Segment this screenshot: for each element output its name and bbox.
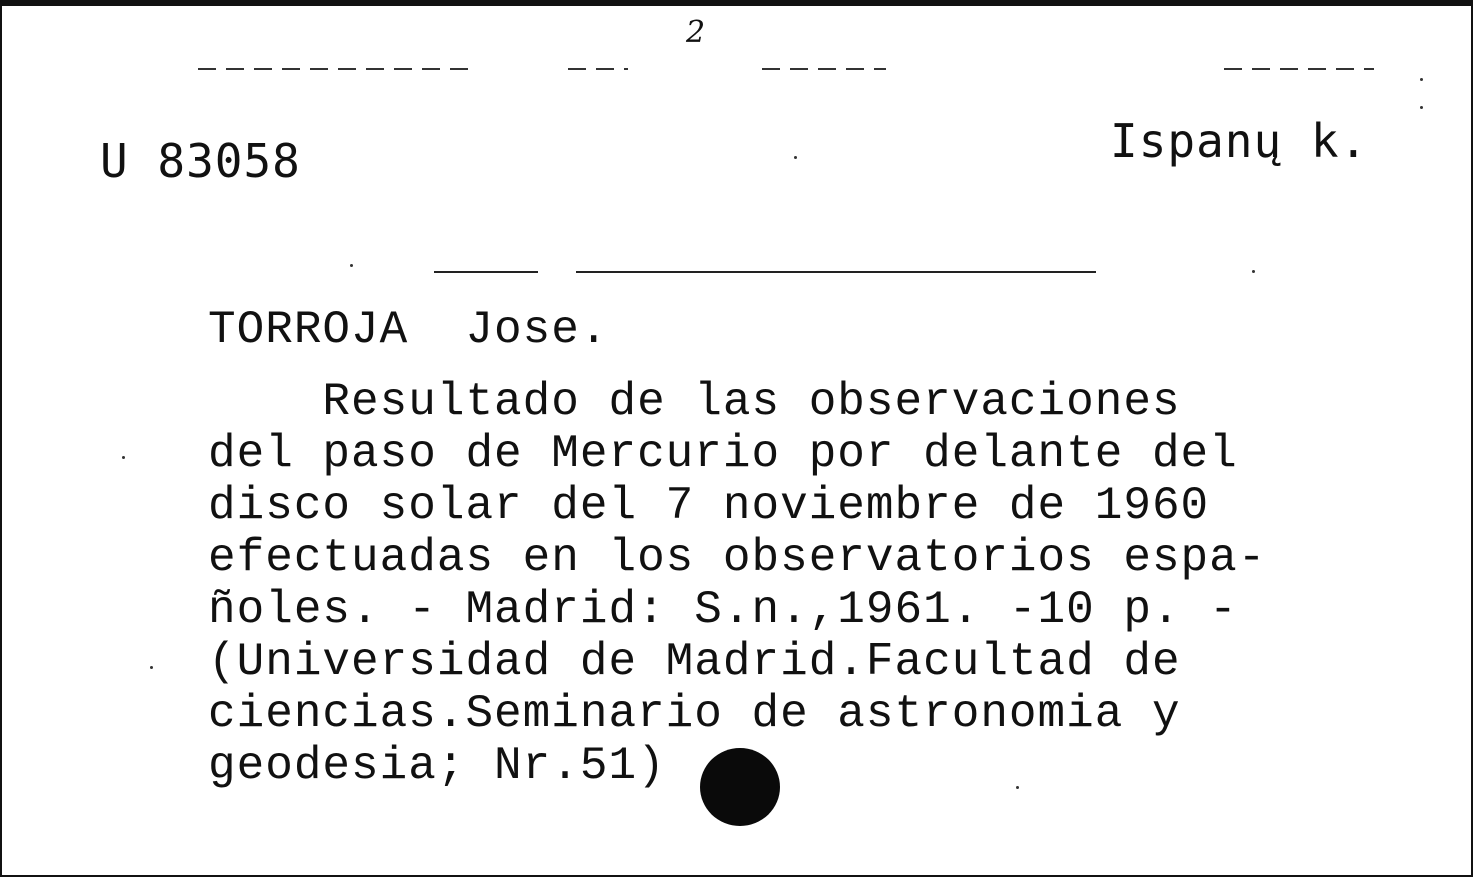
description-line: ciencias.Seminario de astronomia y	[208, 688, 1181, 740]
description-line: ñoles. - Madrid: S.n.,1961. -10 p. -	[208, 584, 1238, 636]
faint-ruled-line-mid	[568, 68, 628, 70]
faint-ruled-line-left	[198, 68, 468, 70]
separator-line-main	[576, 271, 1096, 273]
ink-speck	[1016, 786, 1019, 789]
description-line: efectuadas en los observatorios espa-	[208, 532, 1267, 584]
author-heading: TORROJA Jose.	[208, 304, 609, 356]
ink-speck	[1420, 78, 1423, 81]
ink-speck	[1420, 106, 1423, 109]
ink-speck	[1252, 270, 1255, 273]
faint-ruled-line-center	[762, 68, 886, 70]
call-number: U 83058	[100, 134, 301, 188]
faint-ruled-line-right	[1224, 68, 1374, 70]
ink-speck	[122, 456, 125, 459]
description-line: disco solar del 7 noviembre de 1960	[208, 480, 1210, 532]
ink-speck	[150, 666, 153, 669]
language-label: Ispanų k.	[1110, 114, 1369, 168]
ink-speck	[350, 264, 353, 267]
description-line: Resultado de las observaciones	[208, 376, 1181, 428]
separator-line-left	[434, 271, 538, 273]
ink-speck	[794, 156, 797, 159]
description-line: (Universidad de Madrid.Facultad de	[208, 636, 1181, 688]
description-line: geodesia; Nr.51)	[208, 740, 666, 792]
description-line: del paso de Mercurio por delante del	[208, 428, 1238, 480]
bibliographic-description	[208, 376, 1266, 792]
card-sequence-mark: 2	[686, 15, 706, 50]
punched-hole-mark	[700, 748, 780, 826]
